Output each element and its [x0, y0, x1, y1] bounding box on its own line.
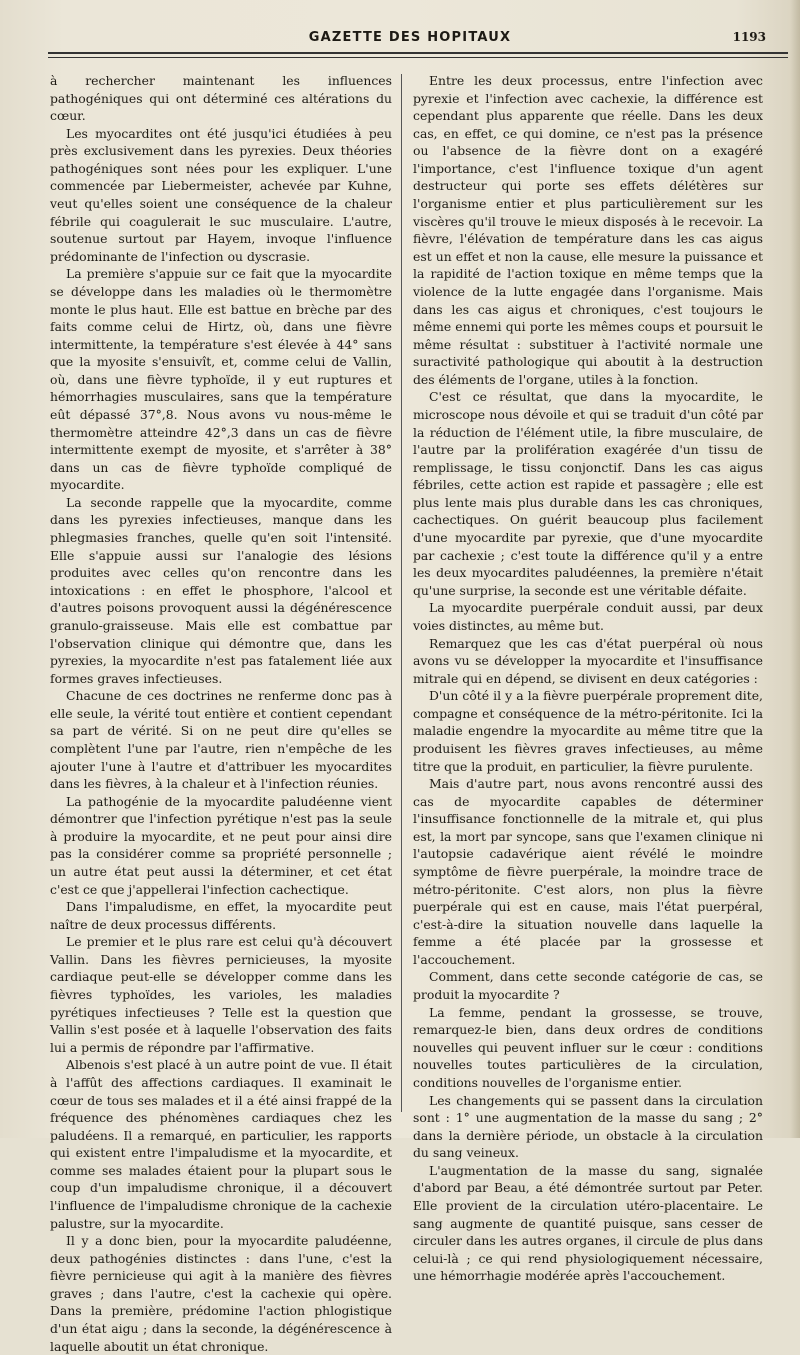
paragraph: La première s'appuie sur ce fait que la myocardite se développe dans les maladies où le thermomètre monte le plus haut. Elle est battue en brèche par des faits comme celui de Hirtz, où, dans une fièvre intermittente, la température s'est élevée à 44° sans que la myosite s'ensuivît, et, comme celui de Vallin, où, dans une fièvre typhoïde, il y eut ruptures et hémorrhagies musculaires, sans que la température eût dépassé 37°,8. Nous avons vu nous-même le thermomètre atteindre 42°,3 dans un cas de fièvre intermittente exempt de myosite, et s'arrêter à 38° dans un cas de fièvre typhoïde compliqué de myocardite.	[50, 266, 392, 493]
paragraph: L'augmentation de la masse du sang, signalée d'abord par Beau, a été démontrée surtout par Peter. Elle provient de la circulation utéro-placentaire. Le sang augmente de quantité puisque, sans cesser de circuler dans les autres organes, il circule de plus dans celui-là ; ce qui rend physiologiquement nécessaire, une hémorrhagie modérée après l'accouchement.	[413, 1162, 763, 1284]
page-header	[48, 30, 772, 50]
paragraph: Entre les deux processus, entre l'infection avec pyrexie et l'infection avec cachexie, la différence est cependant plus apparente que réelle. Dans les deux cas, en effet, ce qui domine, ce n'est pas la présence ou l'absence de la fièvre dont on a exagéré l'importance, c'est l'influence toxique d'un agent destructeur qui porte ses effets délétères sur l'organisme entier et plus particulièrement sur les viscères qu'il trouve le mieux disposés à le recevoir. La fièvre, l'élévation de température dans les cas aigus est un effet et non la cause, elle mesure la puissance et la rapidité de l'action toxique en même temps que la violence de la lutte engagée dans l'organisme. Mais dans les cas aigus et chroniques, c'est toujours le même ennemi qui porte les mêmes coups et poursuit le même résultat : substituer à l'activité normale une suractivité pathologique qui aboutit à la destruction des éléments de l'organe, utiles à la fonction.	[413, 73, 763, 387]
paragraph: Les changements qui se passent dans la circulation sont : 1° une augmentation de la masse du sang ; 2° dans la dernière période, un obstacle à la circulation du sang veineux.	[413, 1092, 763, 1161]
paragraph: Les myocardites ont été jusqu'ici étudiées à peu près exclusivement dans les pyrexies. Deux théories pathogéniques sont nées pour les expliquer. L'une commencée par Liebermeister, achevée par Kuhne, veut qu'elles soient une conséquence de la chaleur fébrile qui coagulerait le suc musculaire. L'autre, soutenue surtout par Hayem, invoque l'influence prédominante de l'infection ou dyscrasie.	[50, 125, 392, 264]
paragraph: Chacune de ces doctrines ne renferme donc pas à elle seule, la vérité tout entière et contient cependant sa part de vérité. Si on ne peut dire qu'elles se complètent l'une par l'autre, rien n'empêche de les ajouter l'une à l'autre et d'attribuer les myocardites dans les fièvres, à la chaleur et à l'infection réunies.	[50, 688, 392, 792]
header-rule-thin	[48, 57, 788, 58]
paragraph: Albenois s'est placé à un autre point de vue. Il était à l'affût des affections cardiaques. Il examinait le cœur de tous ses malades et il a été ainsi frappé de la fréquence des phénomènes cardiaques chez les paludéens. Il a remarqué, en particulier, les rapports qui existent entre l'impaludisme et la myocardite, et comme ses malades étaient pour la plupart sous le coup d'un impaludisme chronique, il a découvert l'influence de l'impaludisme chronique de la cachexie palustre, sur la myocardite.	[50, 1057, 392, 1231]
header-rule	[48, 52, 788, 54]
paragraph: Dans l'impaludisme, en effet, la myocardite peut naître de deux processus différents.	[50, 899, 392, 932]
page-edge-shadow	[790, 0, 800, 1138]
paragraph: La myocardite puerpérale conduit aussi, par deux voies distinctes, au même but.	[413, 600, 763, 633]
paragraph: Le premier et le plus rare est celui qu'à découvert Vallin. Dans les fièvres pernicieuses, la myosite cardiaque peut-elle se développer comme dans les fièvres typhoïdes, les varioles, les maladies pyrétiques infectieuses ? Telle est la question que Vallin s'est posée et à laquelle l'observation des faits lui a permis de répondre par l'affirmative.	[50, 934, 392, 1055]
column-divider	[401, 74, 402, 1112]
paragraph: Remarquez que les cas d'état puerpéral où nous avons vu se développer la myocardite et l'insuffisance mitrale qui en dépend, se divisent en deux catégories :	[413, 635, 763, 686]
paragraph: à rechercher maintenant les influences pathogéniques qui ont déterminé ces altérations du cœur.	[50, 73, 392, 124]
paragraph: D'un côté il y a la fièvre puerpérale proprement dite, compagne et conséquence de la métro-péritonite. Ici la maladie engendre la myocardite au même titre que la produisent les fièvres graves infectieuses, au même titre que la produit, en particulier, la fièvre purulente.	[413, 688, 763, 774]
journal-title: GAZETTE DES HOPITAUX	[308, 30, 512, 45]
paragraph: La femme, pendant la grossesse, se trouve, remarquez-le bien, dans deux ordres de conditions nouvelles qui peuvent influer sur le cœur : conditions nouvelles toutes particulières de la circulation, conditions nouvelles de l'organisme entier.	[413, 1004, 763, 1090]
right-column	[413, 72, 763, 1285]
paragraph: Comment, dans cette seconde catégorie de cas, se produit la myocardite ?	[413, 969, 763, 1003]
paragraph: La seconde rappelle que la myocardite, comme dans les pyrexies infectieuses, manque dans les phlegmasies franches, quelle qu'en soit l'intensité. Elle s'appuie aussi sur l'analogie des lésions produites avec celles qu'on rencontre dans les intoxications : en effet le phosphore, l'alcool et d'autres poisons provoquent aussi la dégénérescence granulo-graisseuse. Mais elle est combattue par l'observation clinique qui démontre que, dans les pyrexies, la myocardite n'est pas fatalement liée aux formes graves infectieuses.	[50, 494, 392, 686]
paragraph: Il y a donc bien, pour la myocardite paludéenne, deux pathogénies distinctes : dans l'une, c'est la fièvre pernicieuse qui agit à la manière des fièvres graves ; dans l'autre, c'est la cachexie qui opère. Dans la première, prédomine l'action phlogistique d'un état aigu ; dans la seconde, la dégénérescence à laquelle aboutit un état chronique.	[50, 1233, 392, 1354]
left-column	[50, 72, 392, 1355]
paragraph: La pathogénie de la myocardite paludéenne vient démontrer que l'infection pyrétique n'est pas la seule à produire la myocardite, et ne peut pour ainsi dire pas la considérer comme sa propriété personnelle ; un autre état peut aussi la déterminer, et cet état c'est ce que j'appellerai l'infection cachectique.	[50, 793, 392, 897]
paragraph: C'est ce résultat, que dans la myocardite, le microscope nous dévoile et qui se traduit d'un côté par la réduction de l'élément utile, la fibre musculaire, de l'autre par la prolifération exagérée d'un tissu de remplissage, le tissu conjonctif. Dans les cas aigus fébriles, cette action est rapide et passagère ; elle est plus lente mais plus durable dans les cas chroniques, cachectiques. On guérit beaucoup plus facilement d'une myocardite par pyrexie, que d'une myocardite par cachexie ; c'est toute la différence qu'il y a entre les deux myocardites paludéennes, la première n'était qu'une surprise, la seconde est une véritable défaite.	[413, 389, 763, 598]
page-number: 1193	[732, 30, 766, 44]
paragraph: Mais d'autre part, nous avons rencontré aussi des cas de myocardite capables de déterminer l'insuffisance fonctionnelle de la mitrale et, qui plus est, la mort par syncope, sans que l'examen clinique ni l'autopsie cadavérique aient révélé le moindre symptôme de fièvre puerpérale, la moindre trace de métro-péritonite. C'est alors, non plus la fièvre puerpérale qui est en cause, mais l'état puerpéral, c'est-à-dire la situation nouvelle dans laquelle la femme a été placée par la grossesse et l'accouchement.	[413, 776, 763, 967]
